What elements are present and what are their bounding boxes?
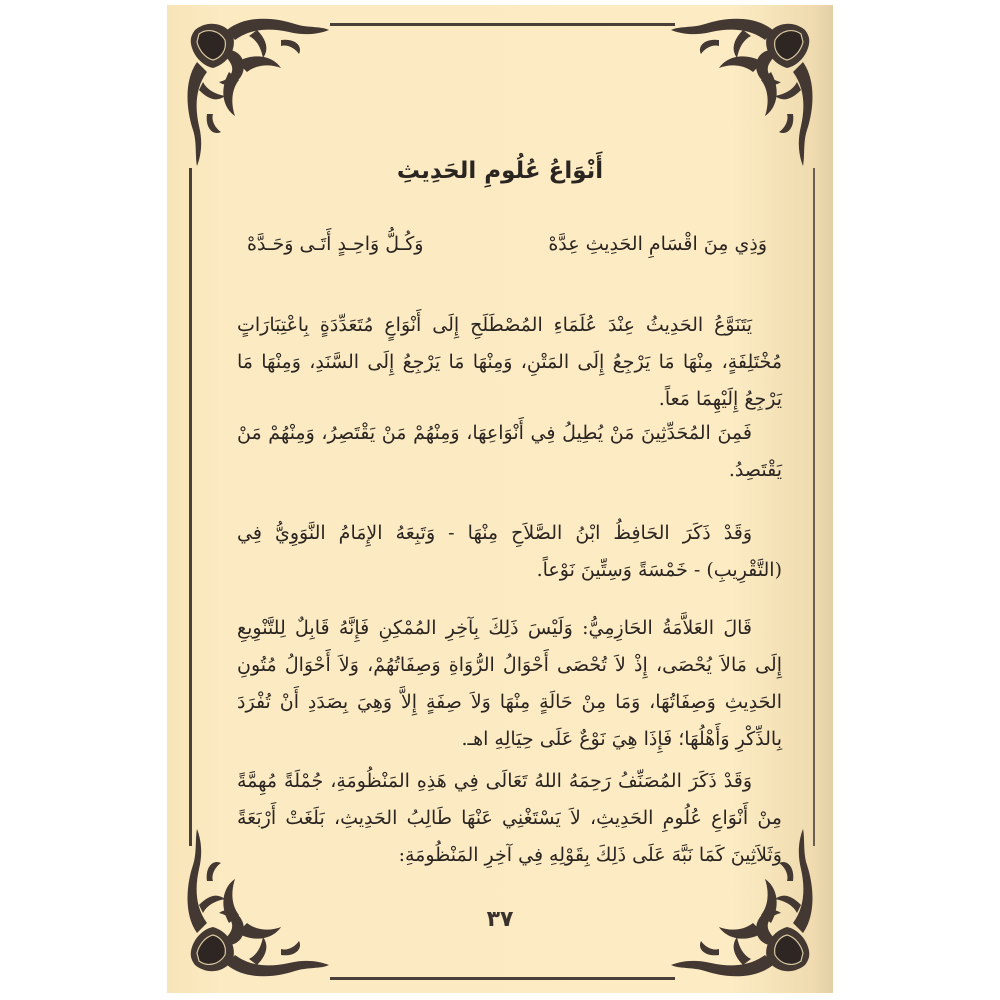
book-page	[167, 5, 833, 993]
paragraph-1	[237, 307, 782, 418]
frame-right-rule	[813, 168, 815, 846]
poem-verse	[227, 233, 787, 255]
frame-bottom-rule	[330, 977, 675, 980]
paragraph-text: وَقَدْ ذَكَرَ المُصَنِّفُ رَحِمَهُ اللهُ تَعَالَى فِي هَذِهِ المَنْظُومَةِ، جُمْلَةً مُهِمَّةً مِنْ أَنْوَاعِ عُلُومِ الحَدِيثِ، لاَ يَسْتَغْنِي عَنْهَا طَالِبُ الحَدِيثِ، بَلَغَتْ أَرْبَعَةً وَثَلاَثِينَ كَمَا نَبَّهَ عَلَى ذَلِكَ بِقَوْلِهِ فِي آخِرِ المَنْظُومَةِ:	[237, 770, 782, 866]
paragraph-text: فَمِنَ المُحَدِّثِينَ مَنْ يُطِيلُ فِي أَنْوَاعِهَا، وَمِنْهُمْ مَنْ يَقْتَصِرُ، وَمِنْهُمْ مَنْ يَقْتَصِدُ.	[237, 422, 782, 481]
paragraph-text: وَقَدْ ذَكَرَ الحَافِظُ ابْنُ الصَّلاَحِ مِنْهَا - وَتَبِعَهُ الإِمَامُ النَّوَوِيُّ فِي (التَّقْرِيبِ) - خَمْسَةً وَسِتِّينَ نَوْعاً.	[237, 522, 782, 581]
paragraph-3	[237, 515, 782, 589]
paragraph-4	[237, 610, 782, 758]
paragraph-2	[237, 415, 782, 489]
chapter-title: أَنْوَاعُ عُلُومِ الحَدِيثِ	[396, 158, 604, 185]
verse-second-hemistich: وَكُـلُّ وَاحِـدٍ أَتَـى وَحَـدَّهْ	[247, 233, 424, 255]
paragraph-text: قَالَ العَلاَّمَةُ الحَازِمِيُّ: وَلَيْسَ ذَلِكَ بِآخِرِ المُمْكِنِ فَإِنَّهُ قَابِلٌ لِلتَّنْوِيعِ إِلَى مَالاَ يُحْصَى، إِذْ لاَ تُحْصَى أَحْوَالُ الرُّوَاةِ وَصِفَاتُهُمْ، وَلاَ أَحْوَالُ مُتُونِ الحَدِيثِ وَصِفَاتُهَا، وَمَا مِنْ حَالَةٍ مِنْهَا وَلاَ صِفَةٍ إِلاَّ وَهِيَ بِصَدَدِ أَنْ تُفْرَدَ بِالذِّكْرِ وَأَهْلُهَا؛ فَإِذَا هِيَ نَوْعٌ عَلَى حِيَالِهِ اهـ.	[237, 617, 782, 750]
page-number: ٣٧	[486, 907, 514, 932]
frame-left-rule	[189, 168, 192, 846]
ornament-corner-top-left-icon	[177, 10, 337, 170]
ornament-corner-top-right-icon	[663, 10, 823, 170]
frame-top-rule	[330, 23, 675, 26]
verse-first-hemistich: وَذِي مِنَ اقْسَامِ الحَدِيثِ عِدَّهْ	[548, 233, 767, 255]
paragraph-text: يَتَنَوَّعُ الحَدِيثُ عِنْدَ عُلَمَاءِ المُصْطَلَحِ إِلَى أَنْوَاعٍ مُتَعَدِّدَةٍ بِاعْتِبَارَاتٍ مُخْتَلِفَةٍ، مِنْهَا مَا يَرْجِعُ إِلَى المَتْنِ، وَمِنْهَا مَا يَرْجِعُ إِلَى السَّنَدِ، وَمِنْهَا مَا يَرْجِعُ إِلَيْهِمَا مَعاً.	[237, 314, 782, 410]
paragraph-5	[237, 763, 782, 874]
